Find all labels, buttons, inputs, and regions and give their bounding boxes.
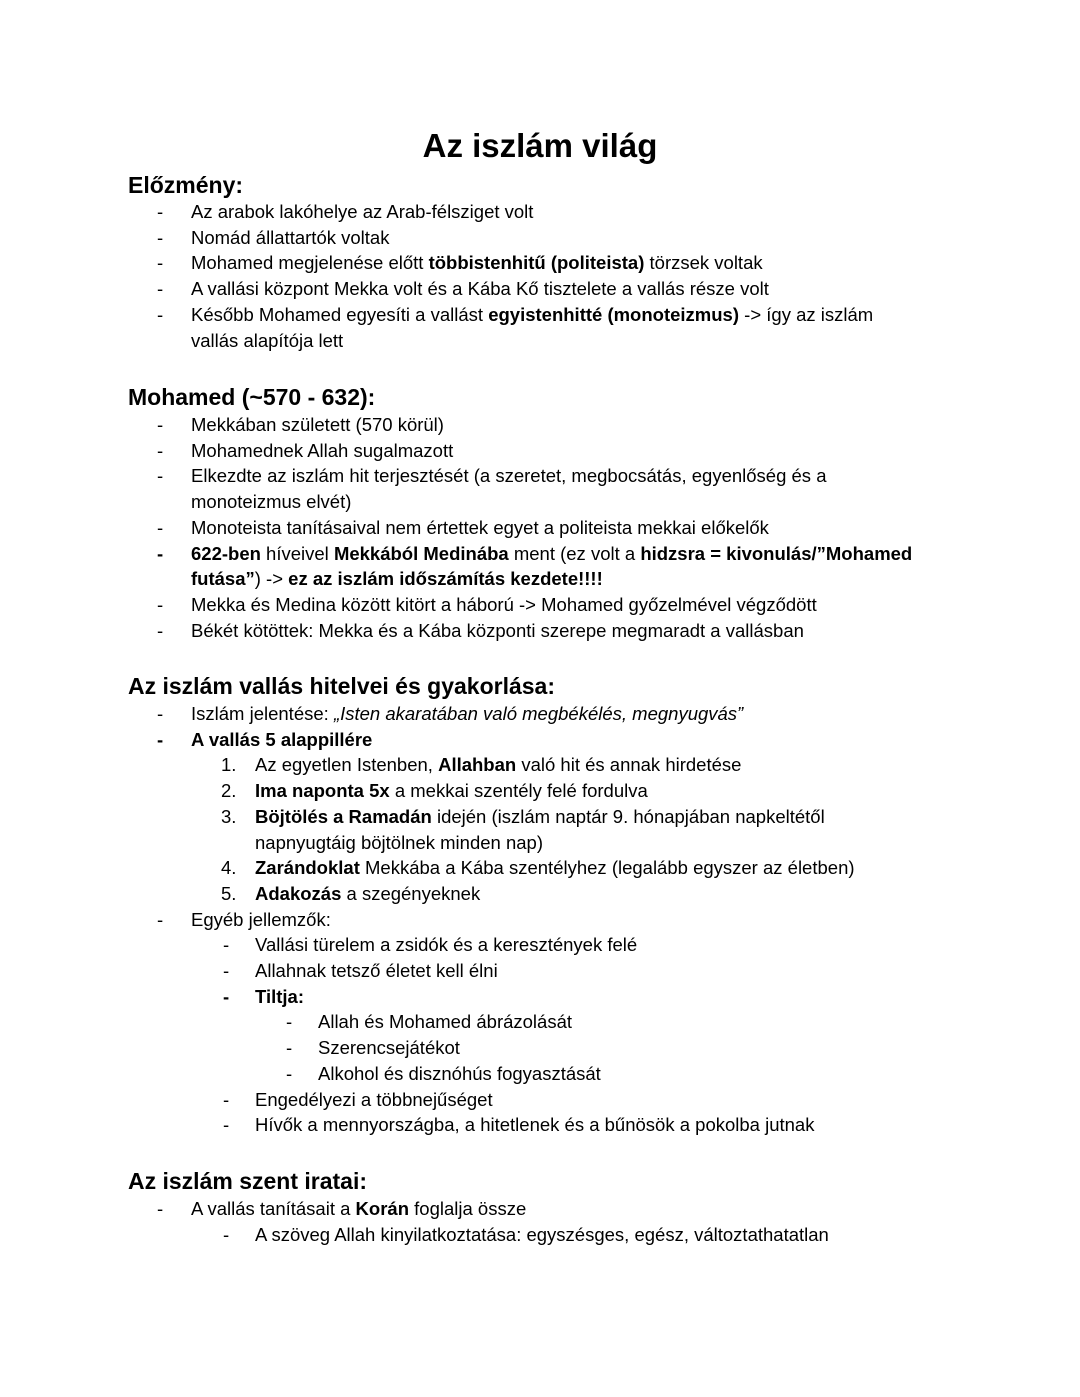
sub-list-item: - Tiltja: <box>223 985 304 1007</box>
list-item: - Később Mohamed egyesíti a vallást egyistenhitté (monoteizmus) -> így az iszlám vallás alapítója lett <box>157 303 874 351</box>
sub-list-item: - Vallási türelem a zsidók és a keresztények felé <box>223 934 638 956</box>
pillar-item: 4. Zarándoklat Mekkába a Kába szentélyhez (legalább egyszer az életben) <box>221 857 855 879</box>
list-item: - A vallás tanításait a Korán foglalja össze <box>157 1198 527 1219</box>
sub-list-item: - Engedélyezi a többnejűséget <box>223 1088 493 1110</box>
sub-list-item: - Hívők a mennyországba, a hitetlenek és a bűnösök a pokolba jutnak <box>223 1114 815 1136</box>
list-item: - Mohamed megjelenése előtt többistenhitű (politeista) törzsek voltak <box>157 252 763 274</box>
list-item: - A vallás 5 alappillére <box>157 728 373 750</box>
list-item: - Egyéb jellemzők: <box>157 908 331 930</box>
section-title-mohamed: Mohamed (~570 - 632): <box>128 384 376 410</box>
list-item: - Mekkában született (570 körül) <box>157 414 444 435</box>
section-title-szent-iratai: Az iszlám szent iratai: <box>128 1168 368 1194</box>
list-item: - Nomád állattartók voltak <box>157 226 390 248</box>
mohamed-list <box>0 412 912 643</box>
list-item: - Iszlám jelentése: „Isten akaratában való megbékélés, megnyugvás” <box>157 703 744 724</box>
list-item: - Mohamednek Allah sugalmazott <box>157 439 454 461</box>
pillar-item: 5. Adakozás a szegényeknek <box>221 882 481 904</box>
sub-list-item: - A szöveg Allah kinyilatkoztatása: egyszésges, egész, változtathatatlan <box>223 1223 829 1245</box>
list-item: - Az arabok lakóhelye az Arab-félsziget volt <box>157 201 534 222</box>
list-item: - Mekka és Medina között kitört a háború -> Mohamed győzelmével végződött <box>157 593 817 615</box>
section-title-hitelvei: Az iszlám vallás hitelvei és gyakorlása: <box>128 673 556 699</box>
szent-iratai-list <box>0 1196 829 1247</box>
list-item: - Békét kötöttek: Mekka és a Kába központi szerepe megmaradt a vallásban <box>157 619 804 641</box>
hitelvei-list <box>0 701 855 1138</box>
list-item: - Monoteista tanításaival nem értettek egyet a politeista mekkai előkelők <box>157 516 769 538</box>
sub-sub-list-item: - Alkohol és disznóhús fogyasztását <box>286 1062 601 1084</box>
list-item: - A vallási központ Mekka volt és a Kába Kő tisztelete a vallás része volt <box>157 278 769 300</box>
pillar-item: 1. Az egyetlen Istenben, Allahban való hit és annak hirdetése <box>221 754 742 776</box>
pillar-item: 3. Böjtölés a Ramadán idején (iszlám naptár 9. hónapjában napkeltétől napnyugtáig böjtölnek minden nap) <box>221 805 825 853</box>
page-title: Az iszlám világ <box>422 127 658 164</box>
list-item: - Elkezdte az iszlám hit terjesztését (a szeretet, megbocsátás, egyenlőség és a monoteizmus elvét) <box>157 465 827 513</box>
list-item: - 622-ben híveivel Mekkából Medinába ment (ez volt a hidzsra = kivonulás/”Mohamed futása”) -> ez az iszlám időszámítás kezdete!!!! <box>157 542 913 590</box>
sub-sub-list-item: - Szerencsejátékot <box>286 1037 460 1059</box>
sub-list-item: - Allahnak tetsző életet kell élni <box>223 960 498 982</box>
pillar-item: 2. Ima naponta 5x a mekkai szentély felé fordulva <box>221 780 648 802</box>
elozmeny-list <box>0 199 873 353</box>
sub-sub-list-item: - Allah és Mohamed ábrázolását <box>286 1011 573 1033</box>
section-title-elozmeny: Előzmény: <box>128 172 244 198</box>
